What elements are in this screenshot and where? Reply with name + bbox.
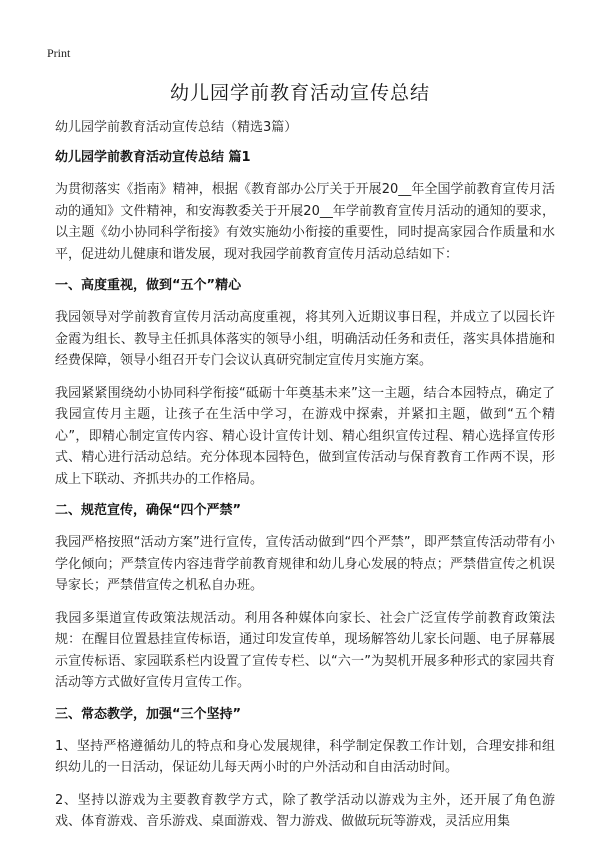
print-label[interactable]: Print — [47, 46, 71, 60]
section-3-paragraph-2: 2、坚持以游戏为主要教育教学方式，除了教学活动以游戏为主外，还开展了角色游戏、体育游戏、音乐游戏、桌面游戏、智力游戏、做做玩玩等游戏，灵活应用集 — [55, 792, 555, 829]
section-1-paragraph-2: 我园紧紧围绕幼小协同科学衔接“砥砺十年奠基未来”这一主题，结合本园特点，确定了我园宣传月主题，让孩子在生活中学习，在游戏中探索，并紧扣主题，做到“五个精心”，即精心制定宣传内容、精心设计宣传计划、精心组织宣传过程、精心选择宣传形式、精心进行活动总结。充分体现本园特色，做到宣传活动与保育教育工作两不误，形成上下联动、齐抓共办的工作格局。 — [55, 385, 555, 487]
section-2-paragraph-1: 我园严格按照“活动方案”进行宣传，宣传活动做到“四个严禁”，即严禁宣传活动带有小学化倾向；严禁宣传内容违背学前教育规律和幼儿身心发展的特点；严禁借宣传之机误导家长；严禁借宣传之机私自办班。 — [55, 535, 555, 593]
section-2-paragraph-2: 我园多渠道宣传政策法规活动。利用各种媒体向家长、社会广泛宣传学前教育政策法规：在醒目位置悬挂宣传标语，通过印发宣传单，现场解答幼儿家长问题、电子屏幕展示宣传标语、家园联系栏内设置了宣传专栏、以“六一”为契机开展多种形式的家园共育活动等方式做好宣传月宣传工作。 — [55, 610, 555, 690]
page-title: 幼儿园学前教育活动宣传总结 — [169, 82, 430, 104]
section-heading-2: 二、规范宣传，确保“四个严禁” — [55, 503, 242, 518]
document-subtitle: 幼儿园学前教育活动宣传总结（精选3篇） — [55, 120, 298, 135]
intro-paragraph: 为贯彻落实《指南》精神，根据《教育部办公厅关于开展20__年全国学前教育宣传月活动的通知》文件精神，和安海教委关于开展20__年学前教育宣传月活动的通知的要求，以主题《幼小协同科学衔接》有效实施幼小衔接的重要性，同时提高家园合作质量和水平，促进幼儿健康和谐发展，现对我园学前教育宣传月活动总结如下： — [55, 182, 555, 262]
section-heading-1: 一、高度重视，做到“五个”精心 — [55, 278, 242, 293]
section-3-paragraph-1: 1、坚持严格遵循幼儿的特点和身心发展规律，科学制定保教工作计划，合理安排和组织幼儿的一日活动，保证幼儿每天两小时的户外活动和自由活动时间。 — [55, 738, 555, 775]
section-heading-3: 三、常态教学，加强“三个坚持” — [55, 706, 242, 722]
document-body — [55, 118, 555, 844]
section-1-paragraph-1: 我园领导对学前教育宣传月活动高度重视，将其列入近期议事日程，并成立了以园长许金霞为组长、教导主任抓具体落实的领导小组，明确活动任务和责任，落实具体措施和经费保障，领导小组召开专门会议认真研究制定宣传月实施方案。 — [55, 310, 555, 368]
article-heading: 幼儿园学前教育活动宣传总结 篇1 — [55, 150, 251, 165]
